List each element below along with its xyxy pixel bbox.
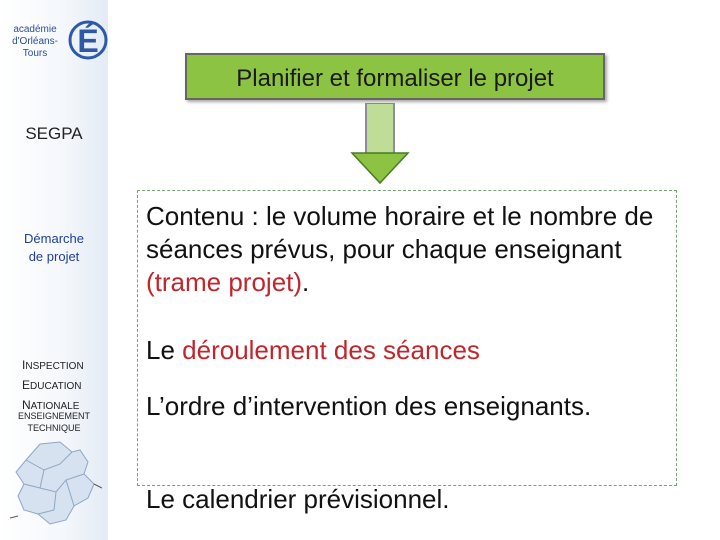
enseignement-line-1: ENSEIGNEMENT: [17, 411, 90, 421]
calendrier-paragraph: Le calendrier prévisionnel.: [146, 484, 450, 514]
inspection-block: [22, 356, 108, 416]
enseignement-technique: [4, 410, 104, 434]
academie-e-icon: [68, 8, 108, 66]
ordre-intervention-paragraph: L’ordre d’intervention des enseignants.: [146, 391, 592, 421]
logo-text: [2, 24, 68, 60]
deroulement-highlight: déroulement des séances: [182, 335, 480, 365]
academie-logo: [2, 6, 106, 66]
enseignement-line-2: TECHNIQUE: [27, 423, 81, 433]
trame-projet-highlight: (trame projet): [146, 267, 303, 297]
demarche-line-1: Démarche: [24, 231, 84, 246]
nationale-line: NATIONALE: [22, 398, 80, 412]
logo-line-2: d'Orléans-Tours: [12, 36, 58, 59]
sidebar: [0, 0, 108, 540]
inspection-line: INSPECTION: [22, 358, 84, 372]
region-map-icon: [10, 440, 102, 526]
deroulement-paragraph: Le déroulement des séances: [146, 335, 480, 365]
demarche-label: [4, 230, 104, 266]
demarche-line-2: de projet: [28, 249, 80, 264]
down-arrow-icon: [346, 103, 414, 185]
segpa-label: SEGPA: [25, 124, 83, 143]
page-title: Planifier et formaliser le projet: [236, 65, 554, 92]
contenu-paragraph: Contenu : le volume horaire et le nombre de séances prévus, pour chaque enseignant (trame projet).: [146, 201, 654, 297]
svg-text:É: É: [77, 23, 99, 59]
logo-line-1: académie: [13, 24, 57, 35]
education-line: EDUCATION: [22, 378, 82, 392]
